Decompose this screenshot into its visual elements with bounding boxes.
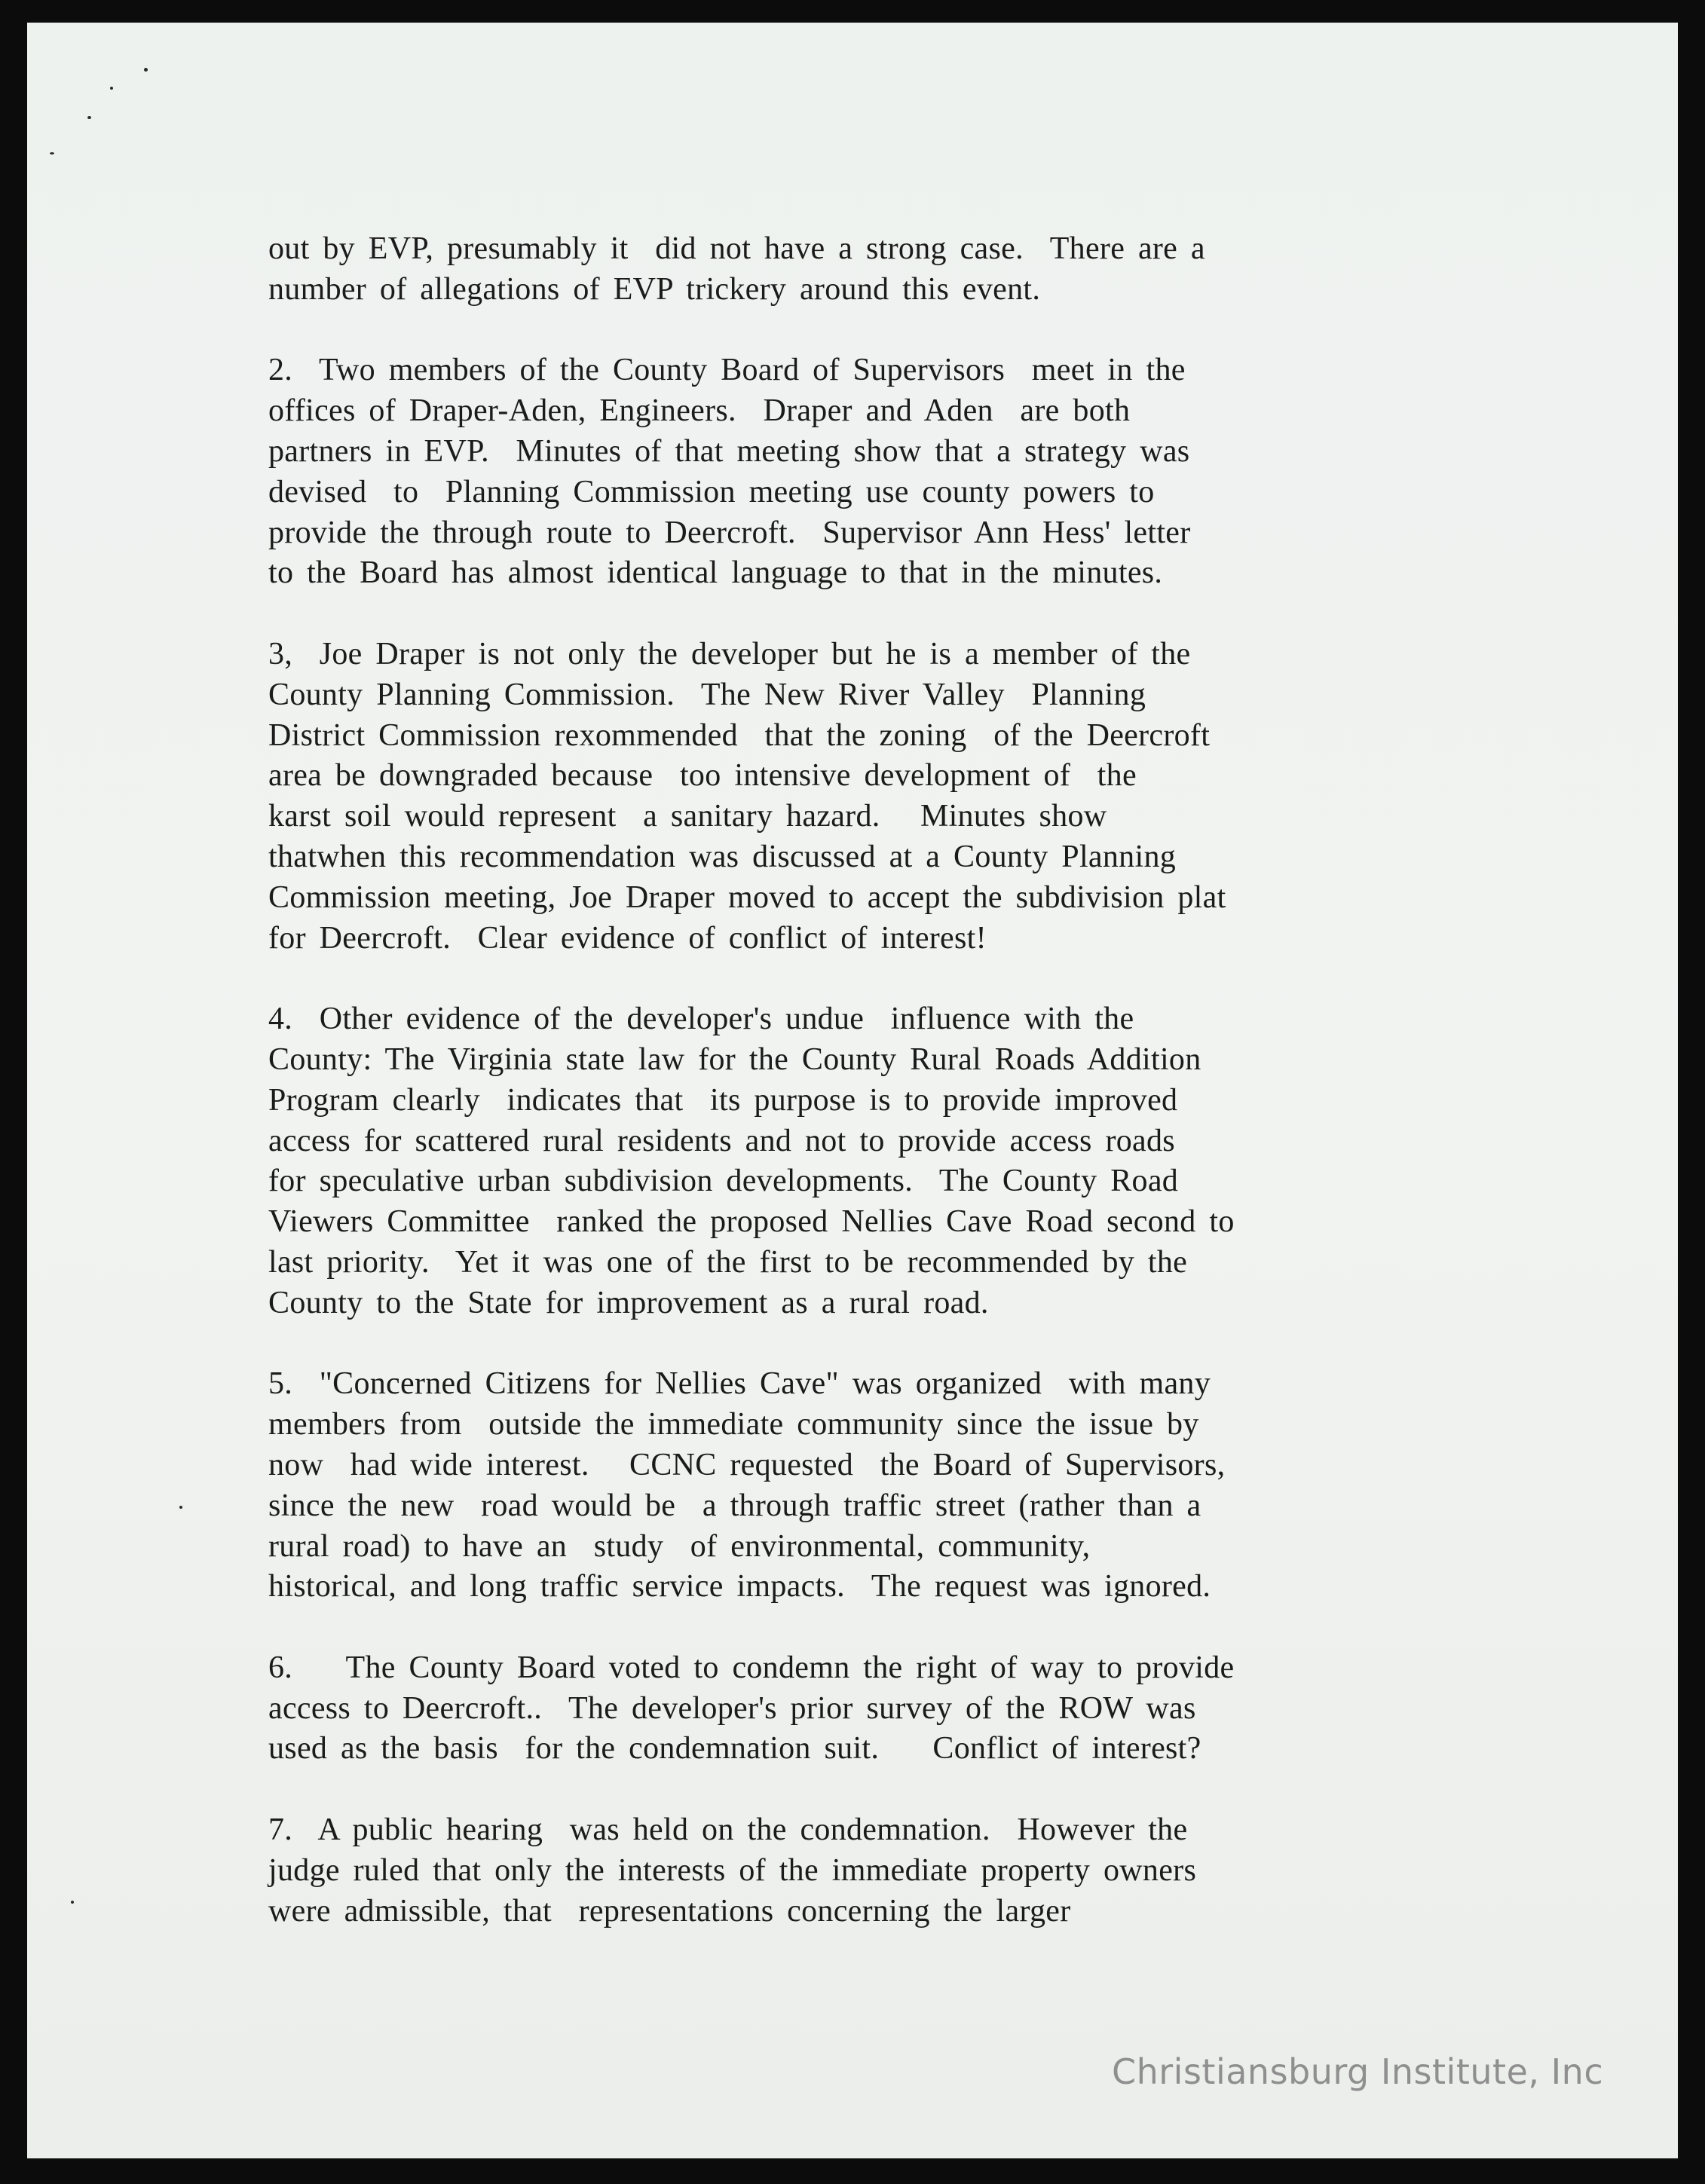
text-line: Program clearly indicates that its purpose is to provide improved	[268, 1082, 1178, 1118]
text-line: since the new road would be a through traffic street (rather than a	[268, 1488, 1201, 1523]
text-line: out by EVP, presumably it did not have a strong case. There are a	[268, 231, 1205, 266]
text-line: devised to Planning Commission meeting use county powers to	[268, 474, 1155, 509]
text-line: provide the through route to Deercroft. Supervisor Ann Hess' letter	[268, 515, 1191, 550]
text-line: access to Deercroft.. The developer's prior survey of the ROW was	[268, 1690, 1196, 1726]
text-line: 7. A public hearing was held on the condemnation. However the	[268, 1812, 1188, 1848]
text-line: judge ruled that only the interests of the immediate property owners	[268, 1852, 1197, 1888]
text-line: offices of Draper-Aden, Engineers. Draper and Aden are both	[268, 393, 1131, 429]
paper-speck	[110, 87, 113, 90]
archive-watermark: Christiansburg Institute, Inc	[1112, 2051, 1604, 2092]
document-body	[268, 229, 1505, 1972]
paragraph-7	[268, 1810, 1505, 1932]
text-line: Viewers Committee ranked the proposed Nellies Cave Road second to	[268, 1204, 1235, 1240]
paragraph-6	[268, 1648, 1505, 1770]
text-line: County to the State for improvement as a rural road.	[268, 1285, 989, 1320]
paper-speck	[179, 1506, 182, 1509]
text-line: were admissible, that representations concerning the larger	[268, 1893, 1071, 1929]
text-line: 4. Other evidence of the developer's undue influence with the	[268, 1002, 1134, 1037]
text-line: last priority. Yet it was one of the first to be recommended by the	[268, 1244, 1188, 1280]
text-line: historical, and long traffic service impacts. The request was ignored.	[268, 1569, 1211, 1604]
text-line: 5. "Concerned Citizens for Nellies Cave" was organized with many	[268, 1366, 1211, 1402]
text-line: to the Board has almost identical language to that in the minutes.	[268, 555, 1163, 591]
paragraph-2	[268, 350, 1505, 594]
paragraph-4	[268, 999, 1505, 1323]
text-line: partners in EVP. Minutes of that meeting show that a strategy was	[268, 433, 1190, 469]
paper-speck	[71, 1901, 74, 1904]
text-line: members from outside the immediate community since the issue by	[268, 1407, 1199, 1442]
text-line: for speculative urban subdivision developments. The County Road	[268, 1164, 1179, 1199]
text-line: thatwhen this recommendation was discussed at a County Planning	[268, 839, 1177, 874]
text-line: now had wide interest. CCNC requested the Board of Supervisors,	[268, 1447, 1226, 1482]
text-line: karst soil would represent a sanitary hazard. Minutes show	[268, 799, 1107, 834]
text-line: District Commission rexommended that the zoning of the Deercroft	[268, 717, 1211, 753]
paragraph-5	[268, 1364, 1505, 1607]
text-line: used as the basis for the condemnation suit. Conflict of interest?	[268, 1731, 1201, 1766]
text-line: 6. The County Board voted to condemn the right of way to provide	[268, 1650, 1235, 1685]
text-line: number of allegations of EVP trickery around this event.	[268, 271, 1041, 307]
document-page	[27, 23, 1678, 2158]
text-line: for Deercroft. Clear evidence of conflict of interest!	[268, 920, 987, 956]
text-line: 2. Two members of the County Board of Supervisors meet in the	[268, 353, 1186, 388]
text-line: area be downgraded because too intensive development of the	[268, 758, 1137, 794]
text-line: Commission meeting, Joe Draper moved to accept the subdivision plat	[268, 879, 1226, 915]
paper-speck	[87, 116, 91, 119]
text-line: 3, Joe Draper is not only the developer but he is a member of the	[268, 636, 1191, 671]
text-line: access for scattered rural residents and not to provide access roads	[268, 1123, 1175, 1158]
paper-speck	[50, 152, 54, 154]
text-line: County: The Virginia state law for the County Rural Roads Addition	[268, 1042, 1201, 1077]
paragraph-3	[268, 635, 1505, 959]
text-line: County Planning Commission. The New River Valley Planning	[268, 677, 1146, 712]
paragraph-intro	[268, 229, 1505, 310]
paper-speck	[144, 68, 148, 72]
text-line: rural road) to have an study of environmental, community,	[268, 1528, 1091, 1564]
